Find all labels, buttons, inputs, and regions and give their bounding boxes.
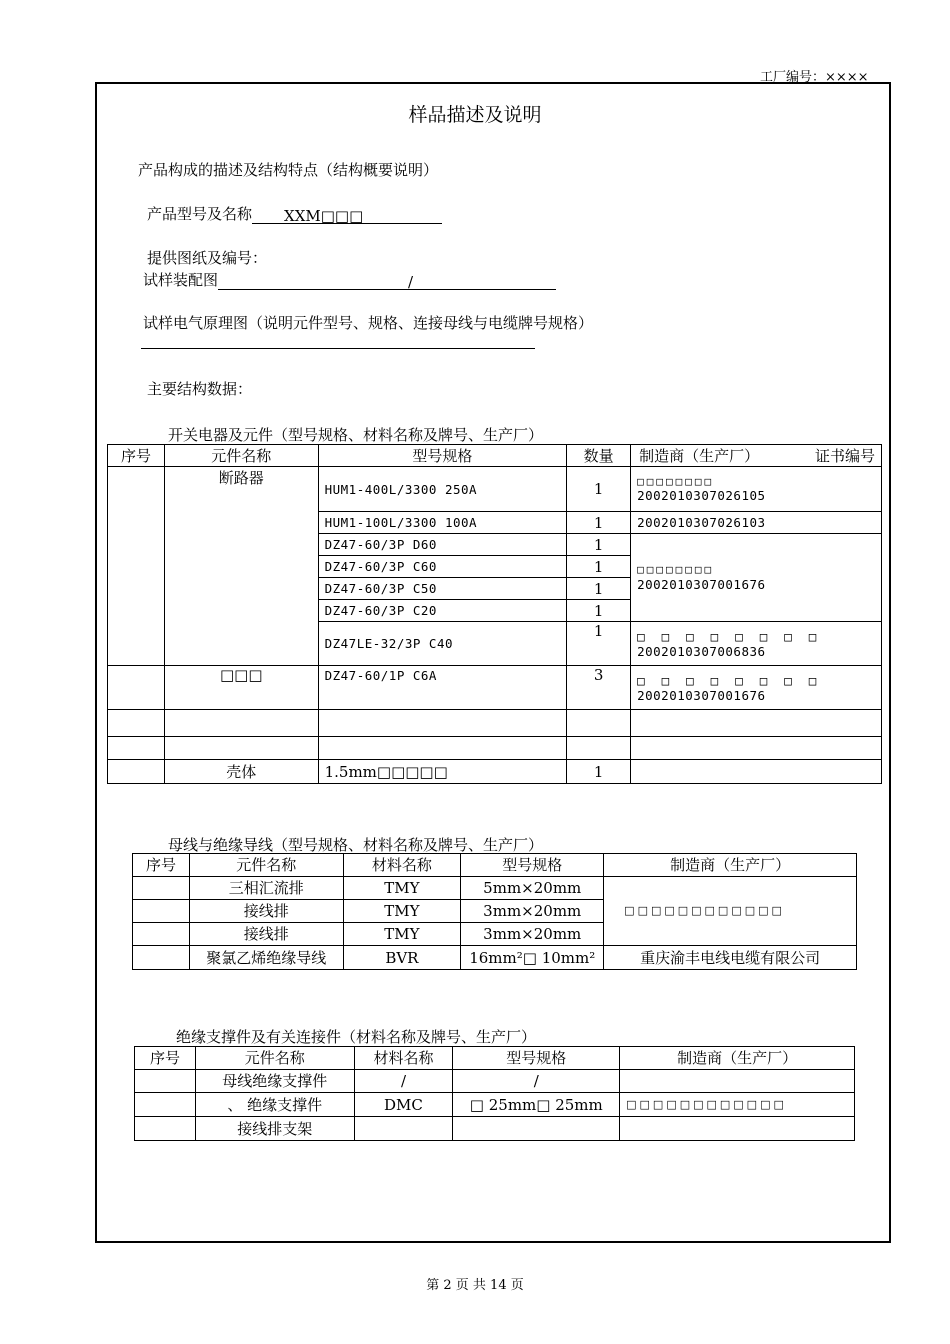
name-cell: 接线排支架: [195, 1117, 354, 1141]
material-cell: /: [354, 1070, 453, 1093]
maker-name: □□□□□□□□: [637, 628, 834, 644]
col-header-qty: 数量: [567, 445, 631, 467]
table1-header-row: [108, 445, 882, 467]
assembly-line: [143, 269, 556, 290]
table-row: [108, 710, 882, 737]
cert-number: 2002010307001676: [637, 687, 766, 703]
spec-cell: [453, 1117, 620, 1141]
maker-cell: [631, 534, 882, 622]
spec-cell: DZ47-60/3P D60: [318, 534, 567, 556]
qty-cell: 1: [567, 534, 631, 556]
empty-cell: [318, 737, 567, 760]
model-line: [147, 203, 442, 224]
col-header-maker: 制造商（生产厂）: [620, 1047, 855, 1070]
spec-cell: DZ47-60/3P C60: [318, 556, 567, 578]
maker-cell: □□□□□□□□□□□□: [620, 1093, 855, 1117]
busbar-table: [132, 853, 857, 970]
no-cell: [108, 760, 165, 784]
empty-cell: [631, 710, 882, 737]
components-table: [107, 444, 882, 784]
qty-cell: 1: [567, 556, 631, 578]
empty-cell: [164, 737, 318, 760]
table-row: [133, 877, 857, 900]
qty-cell: 1: [567, 467, 631, 512]
qty-cell: 1: [567, 622, 631, 666]
col-header-name: 元件名称: [189, 854, 343, 877]
col-header-maker: [631, 445, 882, 467]
name-cell: 壳体: [164, 760, 318, 784]
maker-cell: [631, 467, 882, 512]
name-cell: 接线排: [189, 900, 343, 923]
empty-cell: [108, 710, 165, 737]
maker-cell: □□□□□□□□□□□□: [604, 877, 857, 946]
col-header-material: 材料名称: [343, 854, 461, 877]
page-number: 第 2 页 共 14 页: [426, 1278, 524, 1293]
col-header-no: 序号: [133, 854, 190, 877]
assembly-value: /: [408, 273, 414, 291]
no-cell: [133, 946, 190, 970]
spec-cell: DZ47LE-32/3P C40: [318, 622, 567, 666]
electrical-label: 试样电气原理图（说明元件型号、规格、连接母线与电缆牌号规格）: [143, 314, 594, 332]
table-row: [135, 1117, 855, 1141]
table-row: [108, 737, 882, 760]
maker-cell: [631, 666, 882, 710]
cert-number: 2002010307006836: [637, 643, 766, 659]
no-cell: [133, 900, 190, 923]
model-value-field: [252, 207, 442, 224]
insulation-table: [134, 1046, 855, 1141]
no-cell: [135, 1117, 196, 1141]
drawings-label: 提供图纸及编号：: [147, 249, 268, 267]
no-cell: [135, 1070, 196, 1093]
model-value: XXM□□□: [284, 207, 364, 225]
assembly-label: 试样装配图: [143, 271, 219, 289]
electrical-underline: [141, 348, 535, 349]
maker-cell: [620, 1070, 855, 1093]
name-cell: 、 绝缘支撑件: [195, 1093, 354, 1117]
col-header-name: 元件名称: [164, 445, 318, 467]
maker-header-label: 制造商（生产厂）: [639, 446, 760, 465]
empty-cell: [318, 710, 567, 737]
material-cell: TMY: [343, 900, 461, 923]
table3-header-row: [135, 1047, 855, 1070]
col-header-material: 材料名称: [354, 1047, 453, 1070]
table-row: [108, 760, 882, 784]
qty-cell: 1: [567, 578, 631, 600]
name-cell: 聚氯乙烯绝缘导线: [189, 946, 343, 970]
material-cell: TMY: [343, 877, 461, 900]
spec-cell: DZ47-60/3P C50: [318, 578, 567, 600]
factory-number: 工厂编号：××××: [760, 70, 869, 85]
spec-cell: 1.5mm□□□□□: [318, 760, 567, 784]
qty-cell: 1: [567, 760, 631, 784]
cert-number: 2002010307026105: [637, 488, 766, 504]
spec-cell: 3mm×20mm: [461, 900, 604, 923]
col-header-no: 序号: [108, 445, 165, 467]
no-cell: [108, 666, 165, 710]
qty-cell: 1: [567, 600, 631, 622]
spec-cell: □ 25mm□ 25mm: [453, 1093, 620, 1117]
name-cell: 三相汇流排: [189, 877, 343, 900]
table2-header-row: [133, 854, 857, 877]
empty-cell: [567, 710, 631, 737]
table3-caption: 绝缘支撑件及有关连接件（材料名称及牌号、生产厂）: [176, 1028, 537, 1046]
cert-number: 2002010307026103: [631, 512, 882, 534]
col-header-spec: 型号规格: [453, 1047, 620, 1070]
spec-cell: 3mm×20mm: [461, 923, 604, 946]
no-cell: [133, 923, 190, 946]
spec-cell: DZ47-60/1P C6A: [318, 666, 567, 710]
material-cell: [354, 1117, 453, 1141]
table1-caption: 开关电器及元件（型号规格、材料名称及牌号、生产厂）: [168, 426, 544, 444]
empty-cell: [164, 710, 318, 737]
table-row: [135, 1070, 855, 1093]
table-row: [135, 1093, 855, 1117]
model-label: 产品型号及名称: [147, 205, 253, 223]
spec-cell: 5mm×20mm: [461, 877, 604, 900]
col-header-spec: 型号规格: [318, 445, 567, 467]
table-row: [108, 467, 882, 512]
maker-name: □□□□□□□□: [637, 563, 715, 577]
no-cell: [135, 1093, 196, 1117]
qty-cell: 1: [567, 512, 631, 534]
page-title: 样品描述及说明: [408, 104, 542, 126]
assembly-value-field: [218, 273, 556, 290]
name-cell: 母线绝缘支撑件: [195, 1070, 354, 1093]
spec-cell: HUM1-100L/3300 100A: [318, 512, 567, 534]
empty-cell: [567, 737, 631, 760]
spec-cell: DZ47-60/3P C20: [318, 600, 567, 622]
spec-cell: HUM1-400L/3300 250A: [318, 467, 567, 512]
cert-header-label: 证书编号: [814, 446, 875, 465]
name-cell: □□□: [164, 666, 318, 710]
material-cell: DMC: [354, 1093, 453, 1117]
maker-name: □□□□□□□□: [637, 672, 834, 688]
name-cell: 接线排: [189, 923, 343, 946]
col-header-name: 元件名称: [195, 1047, 354, 1070]
no-cell: [108, 467, 165, 666]
empty-cell: [108, 737, 165, 760]
maker-cell: 重庆渝丰电线电缆有限公司: [604, 946, 857, 970]
structure-heading: 产品构成的描述及结构特点（结构概要说明）: [138, 161, 439, 179]
breaker-name-cell: 断路器: [164, 467, 318, 666]
maker-cell: [620, 1117, 855, 1141]
maker-name: □□□□□□□□: [637, 474, 715, 488]
table2-caption: 母线与绝缘导线（型号规格、材料名称及牌号、生产厂）: [168, 836, 544, 854]
qty-cell: 3: [567, 666, 631, 710]
table-row: [108, 666, 882, 710]
col-header-spec: 型号规格: [461, 854, 604, 877]
cert-number: 2002010307001676: [637, 576, 766, 592]
col-header-no: 序号: [135, 1047, 196, 1070]
maker-cell: [631, 622, 882, 666]
spec-cell: 16mm²□ 10mm²: [461, 946, 604, 970]
col-header-maker: 制造商（生产厂）: [604, 854, 857, 877]
maker-cell: [631, 760, 882, 784]
material-cell: TMY: [343, 923, 461, 946]
table-row: [133, 946, 857, 970]
spec-cell: /: [453, 1070, 620, 1093]
material-cell: BVR: [343, 946, 461, 970]
no-cell: [133, 877, 190, 900]
empty-cell: [631, 737, 882, 760]
main-data-label: 主要结构数据：: [147, 380, 253, 398]
